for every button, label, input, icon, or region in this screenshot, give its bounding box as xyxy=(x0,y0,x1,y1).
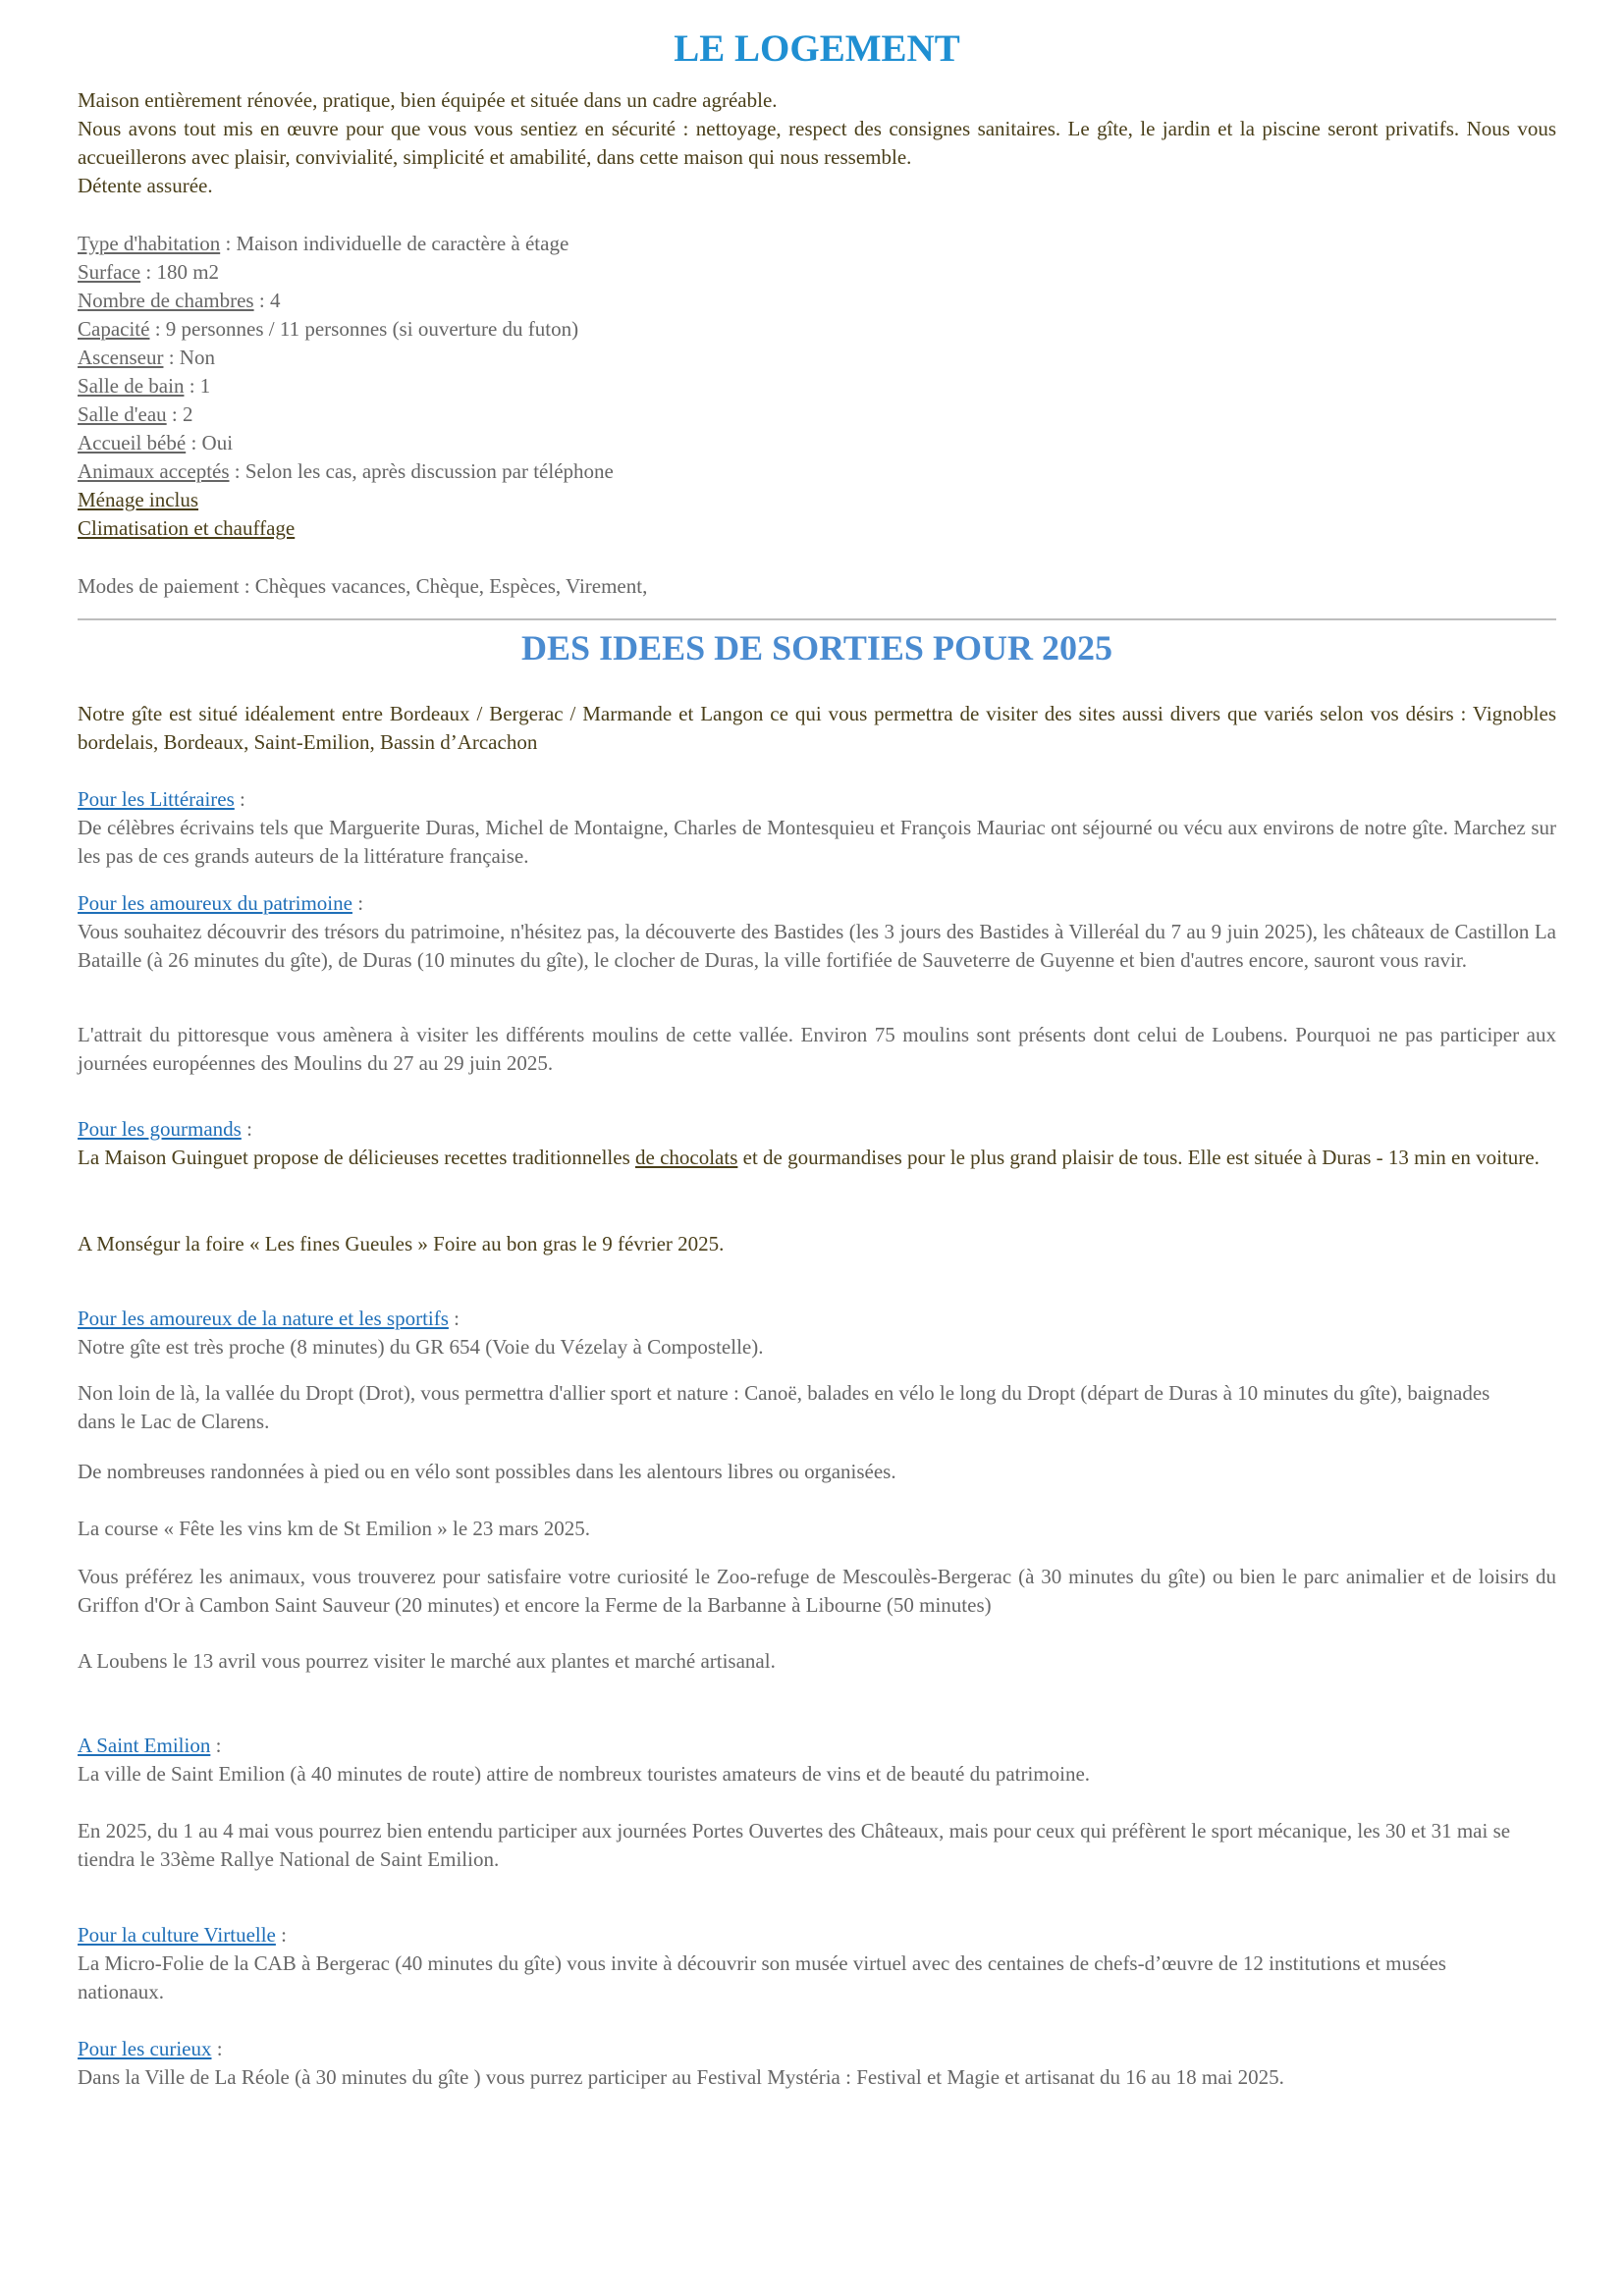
nature-course: La course « Fête les vins km de St Emilion » le 23 mars 2025. xyxy=(78,1517,591,1540)
heading-suffix: : xyxy=(448,1307,460,1330)
gourmands-text-after: et de gourmandises pour le plus grand plaisir de tous. Elle est située à Duras - 13 min en voiture. xyxy=(737,1146,1540,1169)
spec-surface xyxy=(78,258,1556,287)
gourmands-text-before: La Maison Guinguet propose de délicieuses recettes traditionnelles xyxy=(78,1146,635,1169)
spec-value: : 9 personnes / 11 personnes (si ouverture du futon) xyxy=(149,317,579,341)
spec-label: Type d'habitation xyxy=(78,232,221,255)
spec-label: Animaux acceptés xyxy=(78,459,230,483)
spec-value: : 4 xyxy=(253,289,281,312)
link-saint-emilion[interactable]: A Saint Emilion xyxy=(78,1734,211,1757)
section-litteraires xyxy=(78,785,1556,871)
section-saint-emilion xyxy=(78,1732,1556,1789)
litteraires-text: De célèbres écrivains tels que Marguerite Duras, Michel de Montaigne, Charles de Montesquieu et François Mauriac ont séjourné ou vécu aux environs de notre gîte. Marchez sur les pas de ces grands auteurs de la littérature française. xyxy=(78,816,1556,868)
spec-label: Capacité xyxy=(78,317,150,341)
intro-line-2: Nous avons tout mis en œuvre pour que vous vous sentiez en sécurité : nettoyage, respect des consignes sanitaires. Le gîte, le jardin et la piscine seront privatifs. Nous vous accueillerons avec plaisir, convivialité, simplicité et amabilité, dans cette maison qui nous ressemble. xyxy=(78,117,1556,169)
spec-capacite xyxy=(78,315,1556,344)
spec-label: Nombre de chambres xyxy=(78,289,254,312)
spec-type xyxy=(78,230,1556,258)
heading-suffix: : xyxy=(352,891,364,915)
logement-intro xyxy=(78,86,1556,200)
spec-ascenseur xyxy=(78,344,1556,372)
curieux-text: Dans la Ville de La Réole (à 30 minutes du gîte ) vous purrez participer au Festival Mystéria : Festival et Magie et artisanat du 16 au 18 mai 2025. xyxy=(78,2065,1284,2089)
spec-value: : Maison individuelle de caractère à étage xyxy=(220,232,569,255)
title-sorties: DES IDEES DE SORTIES POUR 2025 xyxy=(521,628,1112,667)
nature-animaux: Vous préférez les animaux, vous trouverez pour satisfaire votre curiosité le Zoo-refuge de Mescoulès-Bergerac (à 30 minutes du gîte) ou bien le parc animalier et de loisirs du Griffon d'Or à Cambon Saint Sauveur (20 minutes) et encore la Ferme de la Barbanne à Libourne (50 minutes) xyxy=(78,1565,1556,1617)
virtuelle-text: La Micro-Folie de la CAB à Bergerac (40 minutes du gîte) vous invite à découvrir son musée virtuel avec des centaines de chefs-d’œuvre de 12 institutions et musées nationaux. xyxy=(78,1951,1446,2003)
specs-list xyxy=(78,230,1556,543)
patrimoine-text: Vous souhaitez découvrir des trésors du patrimoine, n'hésitez pas, la découverte des Bastides (les 3 jours des Bastides à Villeréal du 7 au 9 juin 2025), les châteaux de Castillon La Bataille (à 26 minutes du gîte), de Duras (10 minutes du gîte), le clocher de Duras, la ville fortifiée de Sauveterre de Guyenne et bien d'autres encore, sauront vous ravir. xyxy=(78,920,1556,972)
gourmands-text xyxy=(78,1144,1556,1172)
section-gourmands xyxy=(78,1115,1556,1172)
spec-value: : 1 xyxy=(184,374,211,398)
title-le-logement: LE LOGEMENT xyxy=(674,27,960,70)
spec-chambres xyxy=(78,287,1556,315)
section-curieux xyxy=(78,2035,1556,2092)
section-patrimoine xyxy=(78,889,1556,975)
spec-label: Salle de bain xyxy=(78,374,185,398)
chocolats-link[interactable]: de chocolats xyxy=(635,1146,738,1169)
heading-suffix: : xyxy=(234,787,245,811)
nature-dropt: Non loin de là, la vallée du Dropt (Drot), vous permettra d'allier sport et nature : Canoë, balades en vélo le long du Dropt (départ de Duras à 10 minutes du gîte), baignades dans le Lac de Clarens. xyxy=(78,1381,1490,1433)
link-patrimoine[interactable]: Pour les amoureux du patrimoine xyxy=(78,891,352,915)
heading-suffix: : xyxy=(275,1923,287,1947)
spec-value: : Oui xyxy=(186,431,234,454)
link-nature-sportifs[interactable]: Pour les amoureux de la nature et les sportifs xyxy=(78,1307,449,1330)
spec-salle-bain xyxy=(78,372,1556,400)
spec-value: : Non xyxy=(163,346,215,369)
spec-accueil-bebe xyxy=(78,429,1556,457)
spec-value: : 2 xyxy=(166,402,193,426)
menage-inclus: Ménage inclus xyxy=(78,488,199,511)
saint-emilion-text: La ville de Saint Emilion (à 40 minutes de route) attire de nombreux touristes amateurs de vins et de beauté du patrimoine. xyxy=(78,1762,1091,1786)
monsegur-foire: A Monségur la foire « Les fines Gueules » Foire au bon gras le 9 février 2025. xyxy=(78,1232,725,1255)
heading-suffix: : xyxy=(241,1117,252,1141)
nature-gr654: Notre gîte est très proche (8 minutes) du GR 654 (Voie du Vézelay à Compostelle). xyxy=(78,1335,764,1359)
section-divider xyxy=(78,618,1556,620)
modes-paiement: Modes de paiement : Chèques vacances, Chèque, Espèces, Virement, xyxy=(78,574,648,598)
intro-line-1: Maison entièrement rénovée, pratique, bien équipée et située dans un cadre agréable. xyxy=(78,88,778,112)
saint-emilion-2025: En 2025, du 1 au 4 mai vous pourrez bien entendu participer aux journées Portes Ouvertes des Châteaux, mais pour ceux qui préfèrent le sport mécanique, les 30 et 31 mai se tiendra le 33ème Rallye National de Saint Emilion. xyxy=(78,1819,1511,1871)
climatisation: Climatisation et chauffage xyxy=(78,516,296,540)
spec-label: Salle d'eau xyxy=(78,402,167,426)
link-gourmands[interactable]: Pour les gourmands xyxy=(78,1117,242,1141)
sorties-intro: Notre gîte est situé idéalement entre Bordeaux / Bergerac / Marmande et Langon ce qui vous permettra de visiter des sites aussi divers que variés selon vos désirs : Vignobles bordelais, Bordeaux, Saint-Emilion, Bassin d’Arcachon xyxy=(78,702,1556,754)
intro-line-3: Détente assurée. xyxy=(78,174,213,197)
patrimoine-moulins: L'attrait du pittoresque vous amènera à visiter les différents moulins de cette vallée. Environ 75 moulins sont présents dont celui de Loubens. Pourquoi ne pas participer aux journées européennes des Moulins du 27 au 29 juin 2025. xyxy=(78,1023,1556,1075)
spec-value: : Selon les cas, après discussion par téléphone xyxy=(229,459,614,483)
heading-suffix: : xyxy=(210,1734,222,1757)
spec-label: Ascenseur xyxy=(78,346,164,369)
spec-animaux xyxy=(78,457,1556,486)
link-culture-virtuelle[interactable]: Pour la culture Virtuelle xyxy=(78,1923,276,1947)
section-nature xyxy=(78,1305,1556,1362)
nature-loubens: A Loubens le 13 avril vous pourrez visiter le marché aux plantes et marché artisanal. xyxy=(78,1649,776,1673)
spec-salle-eau xyxy=(78,400,1556,429)
spec-value: : 180 m2 xyxy=(140,260,220,284)
spec-label: Surface xyxy=(78,260,141,284)
spec-label: Accueil bébé xyxy=(78,431,187,454)
heading-suffix: : xyxy=(211,2037,223,2060)
section-virtuelle xyxy=(78,1921,1556,2006)
link-litteraires[interactable]: Pour les Littéraires xyxy=(78,787,235,811)
nature-randonnees: De nombreuses randonnées à pied ou en vélo sont possibles dans les alentours libres ou organisées. xyxy=(78,1460,896,1483)
link-curieux[interactable]: Pour les curieux xyxy=(78,2037,212,2060)
